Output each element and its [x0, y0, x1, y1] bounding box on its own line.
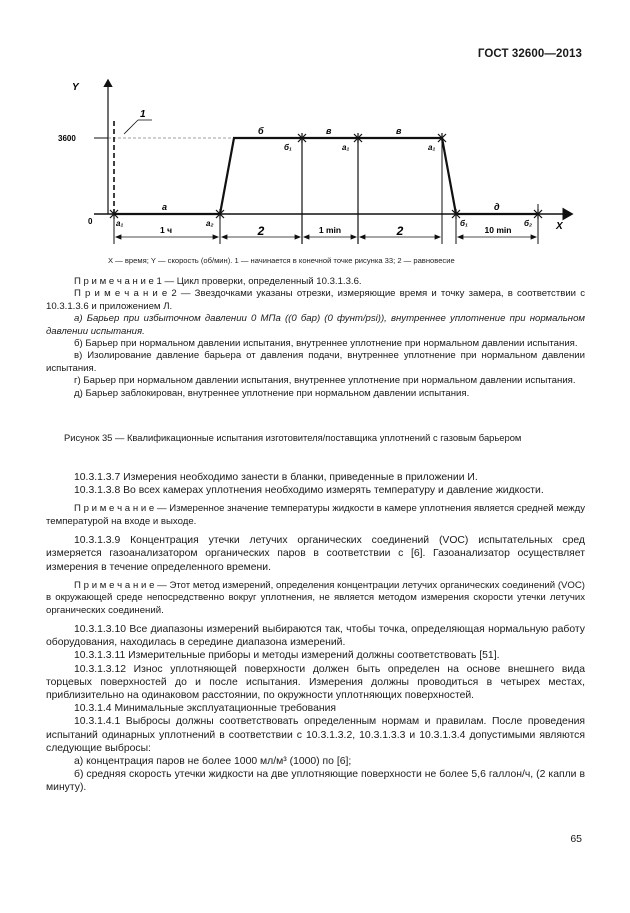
note-voc: П р и м е ч а н и е — Этот метод измерений, определения концентрации летучих органических соединений (VOC) в окружающей среде непосредственно вокруг уплотнения, не является методом измерения скорости утечки летучих органических соединений. — [46, 579, 585, 616]
figure-legend: X — время; Y — скорость (об/мин). 1 — начинается в конечной точке рисунка 33; 2 — равновесие — [108, 256, 455, 265]
segment-b: б — [258, 126, 264, 136]
y-axis-label: Y — [72, 82, 79, 93]
figure-caption: Рисунок 35 — Квалификационные испытания изготовителя/поставщика уплотнений с газовым барьером — [64, 432, 522, 443]
note-1: П р и м е ч а н и е 1 — Цикл проверки, определенный 10.3.1.3.6. — [74, 276, 362, 287]
para-10-3-1-3-9: 10.3.1.3.9 Концентрация утечки летучих органических соединений (VOC) испытательных сред измеряется газоанализатором органических паров в соответствии с [6]. Газоанализатор осуществляет измерения в течение определенного времени. — [46, 535, 585, 573]
item-a-vapor: а) концентрация паров не более 1000 мл/м³ (1000) по [6]; — [74, 756, 352, 768]
duration-2b: 2 — [396, 224, 404, 238]
speed-profile — [114, 138, 538, 214]
para-10-3-1-4-1: 10.3.1.4.1 Выбросы должны соответствовать определенным нормам и правилам. После проведения испытаний одинарных уплотнений в соответствии с 10.3.1.3.2, 10.3.1.3.3 и 10.3.1.3.4 допустимыми являются следующие выбросы: — [46, 716, 585, 754]
point-b1-top: б₁ — [284, 143, 292, 152]
segment-v1: в — [326, 126, 332, 136]
star-markers — [110, 133, 542, 219]
duration-2a: 2 — [257, 224, 265, 238]
note-item-v: в) Изолирование давление барьера от давления подачи, внутреннее уплотнение при нормальном давлении испытания. — [46, 350, 585, 374]
segment-d: д — [494, 202, 500, 212]
point-a1-mid: а₁ — [342, 143, 350, 152]
figure-35-diagram — [58, 74, 586, 260]
body-text — [46, 471, 585, 795]
note-item-d: д) Барьер заблокирован, внутреннее уплотнение при нормальном давлении испытания. — [74, 387, 470, 399]
para-10-3-1-4: 10.3.1.4 Минимальные эксплуатационные требования — [74, 703, 337, 715]
segment-a: а — [162, 202, 168, 212]
cycle-diagram-svg — [58, 74, 586, 260]
point-b2: б₂ — [524, 219, 533, 228]
note-temperature: П р и м е ч а н и е — Измеренное значение температуры жидкости в камере уплотнения является средней между температурой на входе и выходе. — [46, 503, 585, 527]
note-item-a: а) Барьер при избыточном давлении 0 МПа ((0 бар) (0 фунт/psi)), внутреннее уплотнение при нормальном давлении испытания. — [46, 313, 585, 337]
y-tick-label: 3600 — [58, 134, 76, 143]
point-b1-bottom: б₁ — [460, 219, 468, 228]
segment-v2: в — [396, 126, 402, 136]
figure-notes — [46, 276, 585, 400]
point-a2: а₂ — [206, 219, 214, 228]
point-a1-end: а₁ — [428, 143, 436, 152]
point-a1-start: а₁ — [116, 219, 124, 228]
note-2: П р и м е ч а н и е 2 — Звездочками указаны отрезки, измеряющие время и точку замера, в соответствии с 10.3.1.3.6 и приложением Л. — [46, 288, 585, 312]
duration-10min: 10 min — [484, 225, 512, 235]
para-10-3-1-3-12: 10.3.1.3.12 Износ уплотняющей поверхности должен быть определен на основе внешнего вида торцевых поверхностей до и после испытания. Измерения должны проводиться в четырех местах, приблизительно на одинаковом расстоянии, по окружности уплотняющих поверхностей. — [46, 663, 585, 702]
duration-1min: 1 min — [318, 225, 342, 235]
item-b-leak: б) средняя скорость утечки жидкости на две уплотняющие поверхности не более 5,6 галлон/ч, (2 капли в минуту). — [46, 769, 585, 794]
para-10-3-1-3-11: 10.3.1.3.11 Измерительные приборы и методы измерений должны соответствовать [51]. — [74, 650, 500, 662]
callout-1: 1 — [140, 109, 146, 120]
document-header: ГОСТ 32600—2013 — [477, 48, 582, 60]
page-number: 65 — [570, 833, 582, 845]
note-item-g: г) Барьер при нормальном давлении испытания, внутреннее уплотнение при нормальном давлении испытания. — [74, 375, 576, 387]
note-item-b: б) Барьер при нормальном давлении испытания, внутреннее уплотнение при нормальном давлении испытания. — [74, 338, 578, 350]
origin-label: 0 — [88, 217, 93, 226]
para-10-3-1-3-10: 10.3.1.3.10 Все диапазоны измерений выбираются так, чтобы точка, определяющая нормальную работу оборудования, находилась в середине диапазона измерений. — [46, 624, 585, 649]
x-axis-label: X — [556, 221, 563, 232]
duration-1h: 1 ч — [159, 225, 173, 235]
para-10-3-1-3-7: 10.3.1.3.7 Измерения необходимо занести в бланки, приведенные в приложении И. — [74, 472, 478, 483]
para-10-3-1-3-8: 10.3.1.3.8 Во всех камерах уплотнения необходимо измерять температуру и давление жидкости. — [74, 485, 544, 497]
